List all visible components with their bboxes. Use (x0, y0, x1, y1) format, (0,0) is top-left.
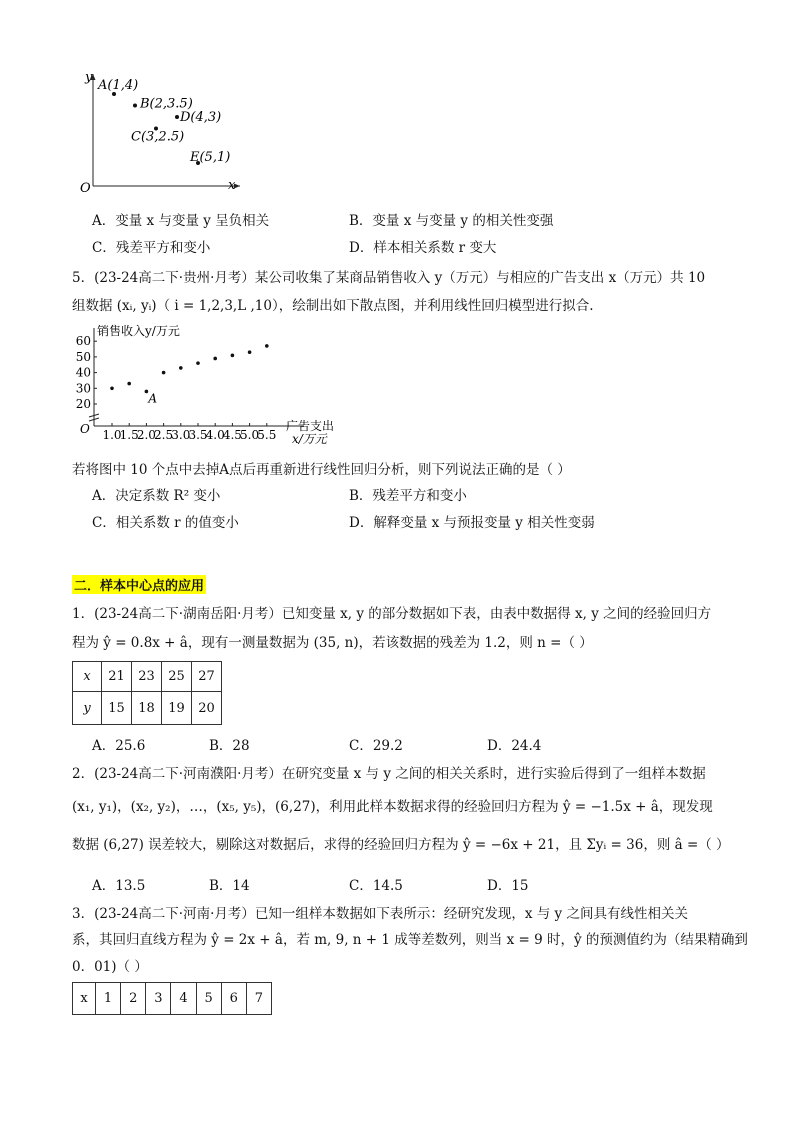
table-cell: 23 (132, 662, 162, 692)
s2q1-option-c: C．29.2 (349, 738, 403, 754)
s2q3-line2: 系，其回归直线方程为 ŷ = 2x + â，若 m, 9, n + 1 成等差数列，则当 x = 9 时，ŷ 的预测值约为（结果精确到 (72, 932, 748, 948)
x-tick-label: 5.0 (240, 428, 260, 442)
s2q3-line1: 3．(23-24高二下·河南·月考）已知一组样本数据如下表所示：经研究发现，x 与 y 之间具有线性相关关 (72, 906, 688, 922)
s2q3-line3: 0．01)（ ） (72, 959, 148, 975)
x-tick-label: 3.0 (171, 428, 191, 442)
s2q1-option-a: A．25.6 (92, 738, 146, 754)
points-graph (70, 68, 250, 194)
scatter-point (127, 382, 131, 386)
scatter-point (231, 354, 235, 358)
axis-label-x: x (228, 178, 236, 193)
x-tick-label: 4.0 (205, 428, 225, 442)
s2q1-option-b: B．28 (209, 738, 250, 754)
scatter-point (179, 366, 183, 370)
q4-option-d: D．样本相关系数 r 变大 (349, 240, 497, 256)
q4-option-c: C．残差平方和变小 (92, 240, 211, 256)
scatter-point (248, 350, 252, 354)
x-tick-label: 1.0 (102, 428, 122, 442)
s2q1-line1: 1．(23-24高二下·湖南岳阳·月考）已知变量 x, y 的部分数据如下表，由表中数据得 x, y 之间的经验回归方 (72, 606, 712, 622)
table-cell: 1 (96, 983, 121, 1015)
y-tick-label: 20 (75, 397, 91, 411)
y-tick-label: 40 (75, 365, 91, 380)
x-tick-label: 4.5 (222, 428, 242, 442)
s2q2-option-a: A．13.5 (92, 878, 146, 894)
table-cell: 18 (132, 692, 162, 725)
q5-option-b: B．残差平方和变小 (349, 488, 467, 504)
s2q2-option-d: D．15 (487, 878, 529, 894)
scatter-point (196, 361, 200, 365)
chart-origin-label: O (80, 422, 90, 436)
table-cell: 2 (121, 983, 146, 1015)
point-a-label: A (148, 391, 158, 406)
graph-point (175, 115, 179, 119)
s2q1-option-d: D．24.4 (487, 738, 542, 754)
s2q1-line2: 程为 ŷ = 0.8x + â，现有一测量数据为 (35, n)，若该数据的残差为 1.2，则 n =（ ） (72, 635, 593, 651)
x-axis-label-1: 广告支出 (286, 419, 335, 433)
s2q3-table (72, 982, 272, 1015)
y-tick-label: 50 (75, 349, 91, 364)
y-tick-label: 30 (75, 381, 91, 396)
x-tick-label: 3.5 (188, 428, 208, 442)
q5-option-c: C．相关系数 r 的值变小 (92, 515, 239, 531)
table-cell: 19 (162, 692, 192, 725)
q4-option-b: B．变量 x 与变量 y 的相关性变强 (349, 213, 554, 229)
table-header-x: x (73, 662, 102, 692)
table-cell: 3 (146, 983, 171, 1015)
s2q2-line3: 数据 (6,27) 误差较大，剔除这对数据后，求得的经验回归方程为 ŷ = −6x + 21，且 Σyᵢ = 36，则 â =（ ） (72, 837, 730, 853)
table-cell: 21 (102, 662, 132, 692)
origin-label: O (80, 181, 91, 194)
x-tick-label: 2.0 (136, 428, 156, 442)
x-tick-label: 2.5 (154, 428, 174, 442)
section-title: 二．样本中心点的应用 (72, 575, 206, 594)
q5-line2: 组数据 (xᵢ, yᵢ)（ i = 1,2,3,L ,10），绘制出如下散点图，并利用线性回归模型进行拟合. (72, 298, 594, 314)
s2q2-option-b: B．14 (209, 878, 250, 894)
s2q2-line2: (x₁, y₁)，(x₂, y₂)，…，(x₅, y₅)，(6,27)，利用此样本数据求得的经验回归方程为 ŷ = −1.5x + â，现发现 (72, 799, 713, 815)
graph-point-label: B(2,3.5) (140, 96, 193, 112)
graph-point-label: E(5,1) (190, 150, 231, 165)
table-header-x: x (73, 983, 96, 1015)
scatter-point (110, 387, 114, 391)
sales-scatter-chart (72, 322, 342, 448)
q5-option-d: D．解释变量 x 与预报变量 y 相关性变弱 (349, 515, 595, 531)
graph-point-label: A(1,4) (98, 78, 139, 93)
scatter-point (265, 344, 269, 348)
graph-point-label: C(3,2.5) (131, 129, 185, 145)
q5-question: 若将图中 10 个点中去掉A点后再重新进行线性回归分析，则下列说法正确的是（ ） (72, 462, 571, 478)
q4-option-a: A．变量 x 与变量 y 呈负相关 (92, 213, 270, 229)
x-tick-label: 1.5 (119, 428, 139, 442)
table-cell: 4 (171, 983, 196, 1015)
s2q2-line1: 2．(23-24高二下·河南濮阳·月考）在研究变量 x 与 y 之间的相关关系时，进行实验后得到了一组样本数据 (72, 766, 706, 782)
graph-point-label: D(4,3) (180, 110, 222, 125)
q5-option-a: A．决定系数 R² 变小 (92, 488, 221, 504)
table-cell: 5 (196, 983, 221, 1015)
axis-label-y: y (85, 70, 93, 85)
y-axis-label: 销售收入y/万元 (97, 324, 180, 338)
q5-line1: 5．(23-24高二下·贵州·月考）某公司收集了某商品销售收入 y（万元）与相应的广告支出 x（万元）共 10 (72, 270, 706, 286)
s2q1-table (72, 661, 222, 725)
table-cell: 20 (192, 692, 222, 725)
s2q2-option-c: C．14.5 (349, 878, 403, 894)
table-cell: 6 (221, 983, 246, 1015)
scatter-point (162, 371, 166, 375)
x-tick-label: 5.5 (257, 428, 277, 442)
scatter-point (213, 357, 217, 361)
table-cell: 27 (192, 662, 222, 692)
table-cell: 7 (246, 983, 271, 1015)
table-cell: 15 (102, 692, 132, 725)
y-tick-label: 60 (75, 334, 91, 349)
table-cell: 25 (162, 662, 192, 692)
graph-point (133, 104, 137, 108)
x-axis-label-2: x/万元 (292, 432, 327, 446)
table-header-y: y (73, 692, 102, 725)
